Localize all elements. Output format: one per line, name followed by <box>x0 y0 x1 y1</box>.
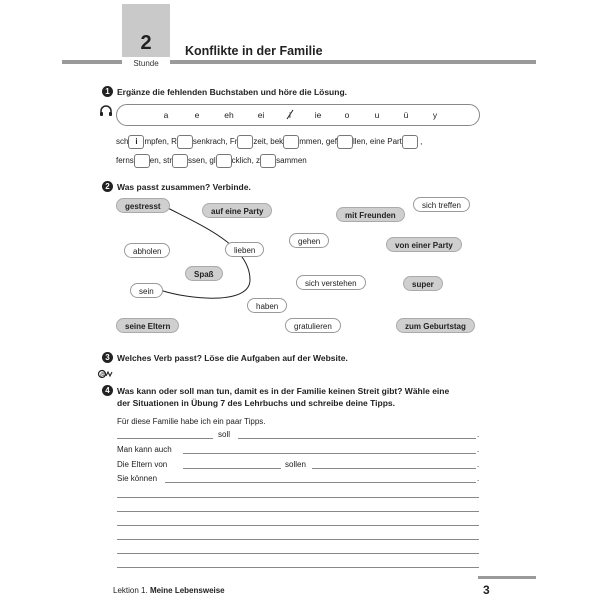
word-chip[interactable]: seine Eltern <box>116 318 179 333</box>
sollen-label: sollen <box>285 460 306 469</box>
footer-lesson-name: Meine Lebensweise <box>149 586 225 595</box>
period: . <box>477 445 480 454</box>
lesson-label: Stunde <box>122 57 170 69</box>
exercise-2-instruction: Was passt zusammen? Verbinde. <box>117 182 251 192</box>
word-chip[interactable]: Spaß <box>185 266 223 281</box>
soll-label: soll <box>218 430 231 439</box>
word-part: mmen, gef <box>299 137 337 147</box>
letter-ie: ie <box>314 110 322 120</box>
write-line[interactable] <box>117 511 479 512</box>
word-part: zeit, bek <box>253 137 284 147</box>
letter-a: a <box>163 110 169 120</box>
exercise-1-instruction: Ergänze die fehlenden Buchstaben und höre die Lösung. <box>117 87 347 97</box>
word-part: sch <box>116 137 129 147</box>
word-part: senkrach, Fr <box>192 137 238 147</box>
word-chip[interactable]: mit Freunden <box>336 207 405 222</box>
exercise-4-number: 4 <box>102 385 113 396</box>
web-icon[interactable] <box>97 366 113 384</box>
word-chip[interactable]: abholen <box>124 243 170 258</box>
write-line[interactable] <box>117 525 479 526</box>
write-line[interactable] <box>165 482 476 483</box>
exercise-3-number: 3 <box>102 352 113 363</box>
word-part: ssen, gl <box>188 156 216 166</box>
word-chip[interactable]: super <box>403 276 443 291</box>
word-part: , <box>420 137 423 147</box>
exercise-4-instruction-line-1: Was kann oder soll man tun, damit es in der Familie keinen Streit gibt? Wähle eine <box>117 386 450 396</box>
word-part: ferns <box>116 156 134 166</box>
write-line[interactable] <box>312 468 476 469</box>
letter-e: e <box>194 110 200 120</box>
man-kann-label: Man kann auch <box>117 445 172 454</box>
lesson-number: 2 <box>140 32 152 54</box>
word-chip[interactable]: gehen <box>289 233 329 248</box>
period: . <box>477 460 480 469</box>
word-part: mpfen, R <box>144 137 177 147</box>
exercise-4-instruction-line-2: der Situationen in Übung 7 des Lehrbuchs und schreibe deine Tipps. <box>117 398 396 408</box>
word-chip[interactable]: sich treffen <box>413 197 470 212</box>
write-line[interactable] <box>183 453 476 454</box>
word-chip[interactable]: lieben <box>225 242 264 257</box>
exercise-1-number: 1 <box>102 86 113 97</box>
period: . <box>477 474 480 483</box>
exercise-3-instruction: Welches Verb passt? Löse die Aufgaben auf der Website. <box>117 353 348 363</box>
letter-ue: ü <box>403 110 409 120</box>
write-line[interactable] <box>238 438 476 439</box>
page-number: 3 <box>483 583 490 597</box>
letter-eh: eh <box>224 110 234 120</box>
word-part: cklich, z <box>231 156 261 166</box>
footer-lesson <box>113 586 225 595</box>
write-line[interactable] <box>117 567 479 568</box>
write-line[interactable] <box>117 553 479 554</box>
write-line[interactable] <box>117 539 479 540</box>
word-chip[interactable]: gestresst <box>116 198 170 213</box>
svg-text:@: @ <box>100 372 107 379</box>
gap-input[interactable]: i <box>128 135 144 149</box>
word-chip[interactable]: auf eine Party <box>202 203 272 218</box>
word-part: en, str <box>149 156 173 166</box>
exercise-2-number: 2 <box>102 181 113 192</box>
footer-rule <box>478 576 536 579</box>
tips-intro: Für diese Familie habe ich ein paar Tipps. <box>117 417 266 426</box>
letter-ei: ei <box>257 110 265 120</box>
letter-y: y <box>432 110 438 120</box>
write-line[interactable] <box>117 497 479 498</box>
word-chip[interactable]: gratulieren <box>285 318 341 333</box>
page-title: Konflikte in der Familie <box>185 44 323 58</box>
die-eltern-label: Die Eltern von <box>117 460 168 469</box>
word-chip[interactable]: sein <box>130 283 163 298</box>
word-chip[interactable]: sich verstehen <box>296 275 366 290</box>
word-chip[interactable]: von einer Party <box>386 237 462 252</box>
write-line[interactable] <box>183 468 281 469</box>
word-part: sammen <box>276 156 307 166</box>
letter-u: u <box>374 110 380 120</box>
period: . <box>477 430 480 439</box>
sie-koennen-label: Sie können <box>117 474 158 483</box>
word-chip[interactable]: zum Geburtstag <box>396 318 475 333</box>
letter-o: o <box>344 110 350 120</box>
word-chip[interactable]: haben <box>247 298 287 313</box>
word-part: llen, eine Part <box>352 137 402 147</box>
footer-lesson-prefix: Lektion 1. <box>113 586 148 595</box>
write-line[interactable] <box>117 438 213 439</box>
